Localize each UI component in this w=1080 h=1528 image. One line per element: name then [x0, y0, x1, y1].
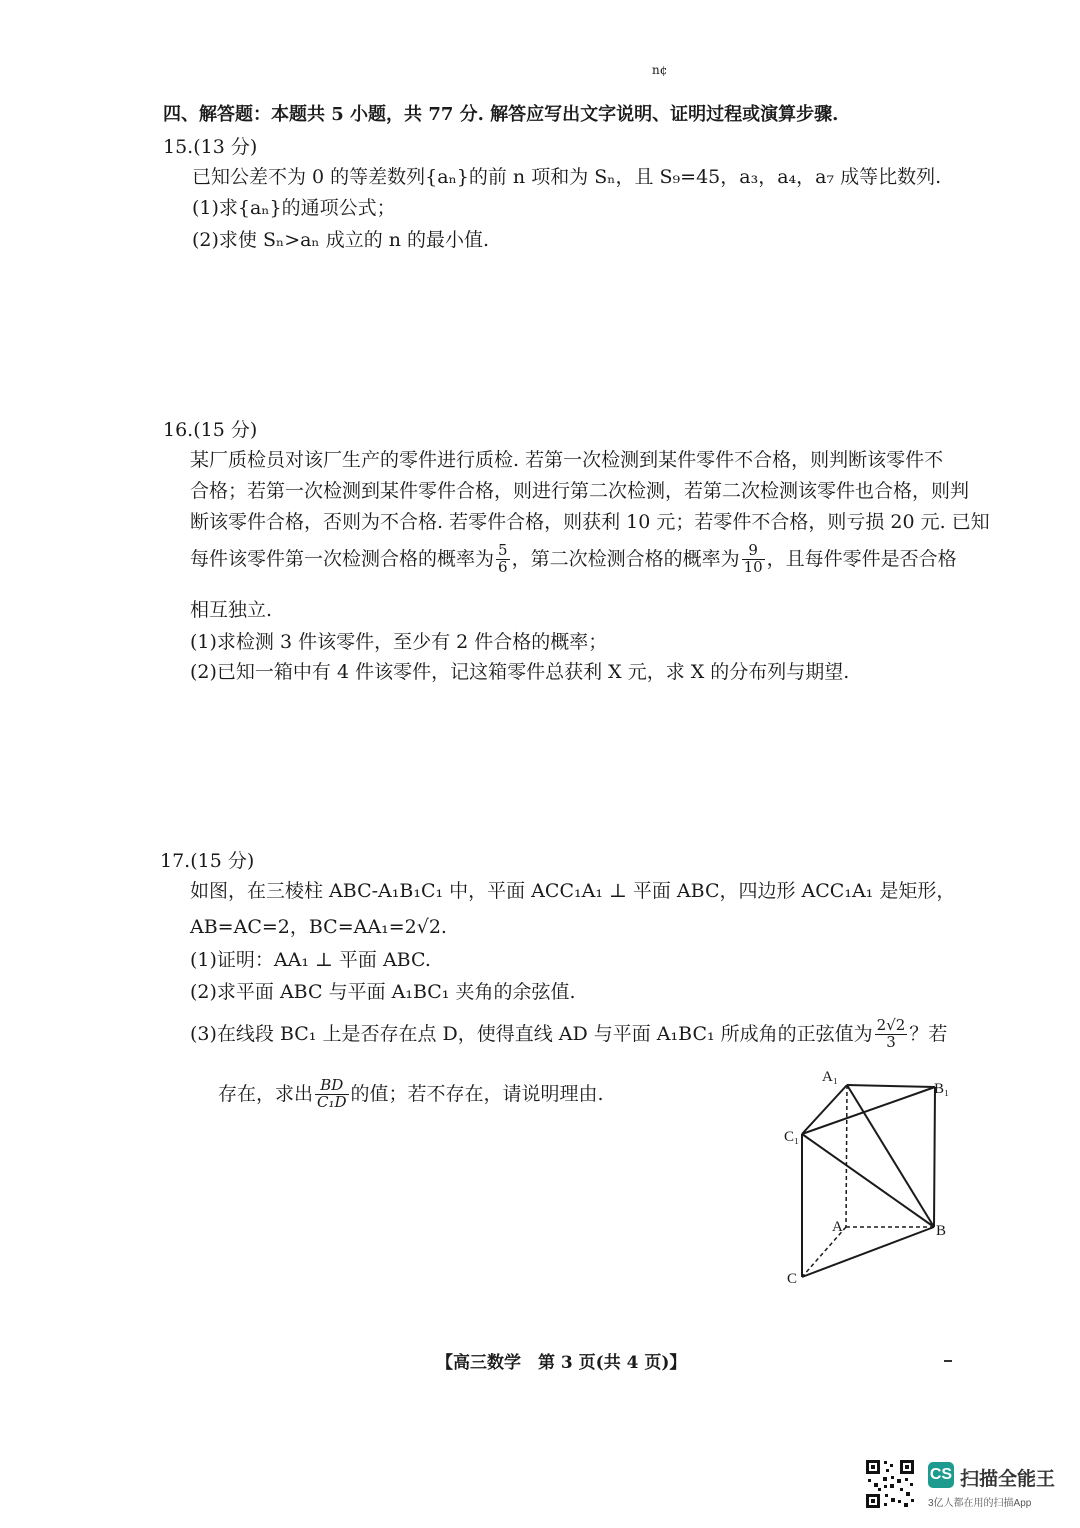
scanner-logo-icon: CS	[928, 1462, 954, 1488]
q17-frac3-num: 2√2	[876, 1016, 906, 1034]
edge-c1-b1	[802, 1087, 935, 1134]
q16-frac-first-pass	[496, 543, 510, 576]
q17-part2: (2)求平面 ABC 与平面 A₁BC₁ 夹角的余弦值.	[190, 981, 576, 1003]
label-c1: C₁	[784, 1129, 800, 1145]
q17-part3-b: ？若	[909, 1022, 948, 1045]
q16-line4-a: 每件该零件第一次检测合格的概率为	[190, 547, 495, 570]
q15-statement: 已知公差不为 0 的等差数列{aₙ}的前 n 项和为 Sₙ，且 S₉=45，a₃，a₄，a₇ 成等比数列.	[192, 166, 942, 188]
q16-frac1-num: 5	[498, 541, 508, 559]
q17-line2: AB=AC=2，BC=AA₁=2√2.	[190, 916, 447, 938]
q15-part1: (1)求{aₙ}的通项公式；	[192, 197, 396, 219]
edge-a1-b	[847, 1085, 934, 1227]
q17-frac4-den: C₁D	[317, 1092, 347, 1111]
q17-frac-sine	[875, 1018, 908, 1051]
q17-part3-c-b: 的值；若不存在，请说明理由.	[350, 1082, 604, 1105]
edge-c1-b	[802, 1134, 934, 1227]
q16-part2: (2)已知一箱中有 4 件该零件，记这箱零件总获利 X 元，求 X 的分布列与期望.	[190, 661, 850, 683]
page-footer: 【高三数学 第 3 页(共 4 页)】	[436, 1353, 687, 1373]
q16-line1: 某厂质检员对该厂生产的零件进行质检. 若第一次检测到某件零件不合格，则判断该零件不	[190, 449, 944, 471]
q17-part3-c-a: 存在，求出	[218, 1082, 314, 1105]
q17-part1: (1)证明：AA₁ ⊥ 平面 ABC.	[190, 949, 431, 971]
section-title: 四、解答题：本题共 5 小题，共 77 分. 解答应写出文字说明、证明过程或演算步骤.	[163, 104, 839, 125]
q17-frac3-den: 3	[886, 1032, 896, 1051]
edge-a1-a-hidden	[846, 1085, 847, 1227]
q16-line4	[190, 543, 957, 576]
q16-frac1-den: 6	[498, 557, 508, 576]
q17-part3-a: (3)在线段 BC₁ 上是否存在点 D，使得直线 AD 与平面 A₁BC₁ 所成角的正弦值为	[190, 1022, 873, 1045]
q16-part1: (1)求检测 3 件该零件，至少有 2 件合格的概率；	[190, 631, 608, 653]
qr-code-icon	[864, 1458, 916, 1510]
edge-a1-b1	[847, 1085, 935, 1087]
q17-frac-ratio	[315, 1078, 349, 1111]
q16-line3: 断该零件合格，否则为不合格. 若零件合格，则获利 10 元；若零件不合格，则亏损 20 元. 已知	[190, 511, 990, 533]
q16-head: 16.(15 分)	[163, 419, 258, 441]
q16-line5: 相互独立.	[190, 599, 273, 621]
edge-c-b	[802, 1227, 934, 1277]
scanner-name: 扫描全能王	[960, 1469, 1056, 1490]
q16-frac-second-pass	[742, 543, 765, 576]
q16-line4-c: ，且每件零件是否合格	[766, 547, 957, 570]
q17-frac4-num: BD	[315, 1078, 349, 1095]
label-a1: A₁	[822, 1069, 839, 1085]
q17-part3	[190, 1018, 947, 1051]
edge-b1-b	[934, 1087, 935, 1227]
q16-line4-b: ，第二次检测合格的概率为	[511, 547, 740, 570]
q15-head: 15.(13 分)	[163, 136, 258, 158]
q16-frac2-num: 9	[742, 543, 765, 560]
prism-figure	[770, 1065, 970, 1295]
label-a: A	[832, 1219, 843, 1235]
q16-frac2-den: 10	[743, 557, 763, 576]
label-c: C	[787, 1271, 798, 1287]
scanner-tagline: 3亿人都在用的扫描App	[928, 1498, 1032, 1509]
scan-mark	[944, 1360, 952, 1362]
q17-line1: 如图，在三棱柱 ABC-A₁B₁C₁ 中，平面 ACC₁A₁ ⊥ 平面 ABC，四边形 ACC₁A₁ 是矩形，	[190, 880, 956, 902]
q15-part2: (2)求使 Sₙ>aₙ 成立的 n 的最小值.	[192, 229, 490, 251]
q17-part3-cont	[218, 1078, 604, 1111]
q17-head: 17.(15 分)	[160, 850, 255, 872]
label-b: B	[936, 1223, 947, 1239]
q16-line2: 合格；若第一次检测到某件零件合格，则进行第二次检测，若第二次检测该零件也合格，则判	[190, 480, 970, 502]
label-b1: B₁	[934, 1081, 950, 1097]
header-mark: n¢	[652, 63, 668, 77]
